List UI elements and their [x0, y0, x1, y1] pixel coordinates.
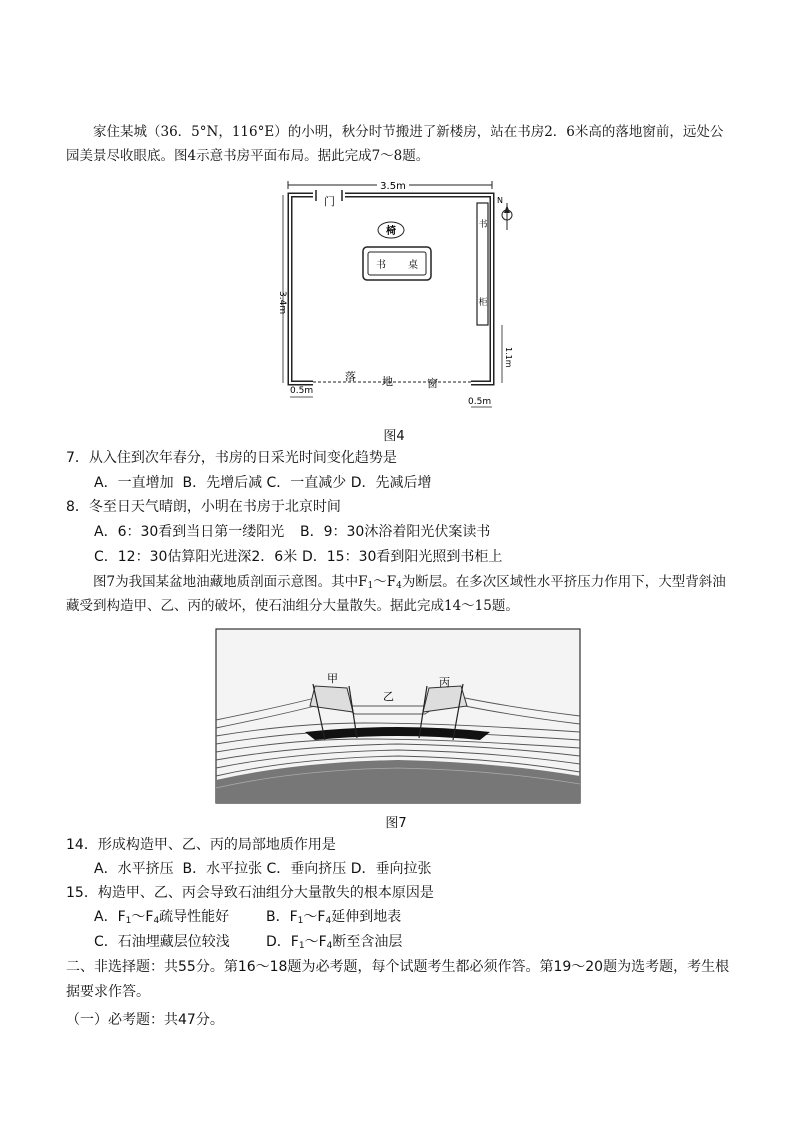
structure-yi-label: 乙	[383, 690, 394, 703]
window-label-3: 窗	[427, 377, 438, 390]
q15d-sub1: 1	[298, 941, 305, 951]
q15b-post: 延伸到地表	[331, 909, 402, 925]
q15d-mid: ～F	[304, 934, 327, 950]
q15-stem: 15．构造甲、乙、丙会导致石油组分大量散失的根本原因是	[66, 885, 434, 901]
side-label: 1.1m	[504, 347, 513, 368]
q7-options: A．一直增加 B．先增后减 C．一直减少 D．先减后增	[94, 475, 432, 491]
left-gap-label: 0.5m	[290, 386, 314, 396]
intro2-pre: 图7为我国某盆地油藏地质剖面示意图。其中F	[93, 574, 368, 590]
north-label: N	[497, 196, 503, 205]
q8-option-d: D．15：30看到阳光照到书柜上	[302, 549, 503, 565]
height-label: 3.4m	[277, 291, 287, 315]
q14-options: A．水平挤压 B．水平拉张 C．垂向挤压 D．垂向拉张	[94, 861, 432, 877]
q15d-post: 断至含油层	[332, 934, 403, 950]
q15-option-a	[94, 906, 229, 928]
structure-bing-label: 丙	[439, 676, 450, 689]
q15a-pre: A．F	[94, 909, 126, 925]
section-2a-heading: （一）必考题：共47分。	[66, 1012, 224, 1028]
q15b-sub4: 4	[325, 916, 332, 926]
chair-label: 椅	[386, 226, 396, 237]
intro2-post: 为断层。在多次区域性水平挤压力作用下，大型背斜油藏受到构造甲、乙、丙的破坏，使石油组分大量散失。据此完成14～15题。	[66, 574, 726, 614]
intro-paragraph-fig4: 家住某城（36．5°N，116°E）的小明，秋分时节搬进了新楼房，站在书房2．6米高的落地窗前，远处公园美景尽收眼底。图4示意书房平面布局。据此完成7～8题。	[66, 124, 724, 164]
q15-option-b	[266, 906, 401, 928]
intro2-sub1: 1	[367, 581, 374, 591]
right-gap-label: 0.5m	[468, 397, 492, 407]
q8-option-b: B．9：30沐浴着阳光伏案读书	[300, 524, 491, 540]
q14-stem: 14．形成构造甲、乙、丙的局部地质作用是	[66, 837, 336, 853]
q15b-pre: B．F	[266, 909, 298, 925]
intro2-mid: ～F	[373, 574, 397, 590]
q8-option-a: A．6：30看到当日第一缕阳光	[94, 524, 285, 540]
q15d-sub4: 4	[326, 941, 333, 951]
north-arrow-icon	[497, 196, 512, 230]
q15-option-d	[266, 931, 402, 953]
q15d-pre: D．F	[266, 934, 299, 950]
figure-4-caption: 图4	[383, 429, 405, 444]
figure-4-floor-plan	[277, 175, 520, 415]
q8-stem: 8．冬至日天气晴朗，小明在书房于北京时间	[66, 499, 341, 515]
q7-stem: 7．从入住到次年春分，书房的日采光时间变化趋势是	[66, 450, 397, 466]
window-label-1: 落	[345, 370, 356, 383]
door-label: 门	[324, 195, 335, 208]
q15-option-c: C．石油埋藏层位较浅	[94, 934, 230, 950]
figure-7-cross-section	[215, 628, 581, 804]
section-2-heading: 二、非选择题：共55分。第16～18题为必考题，每个试题考生都必须作答。第19～20题为选考题，考生根据要求作答。	[66, 959, 730, 1000]
q15a-post: 疏导性能好	[159, 909, 230, 925]
structure-jia-label: 甲	[327, 672, 338, 685]
figure-7-caption: 图7	[385, 816, 407, 831]
desk-label-2: 桌	[408, 260, 418, 271]
intro-paragraph-fig7	[66, 570, 730, 618]
width-label: 3.5m	[380, 181, 406, 192]
q15b-mid: ～F	[303, 909, 326, 925]
q15a-sub4: 4	[153, 916, 160, 926]
q8-option-c: C．12：30估算阳光进深2．6米	[94, 549, 298, 565]
cabinet-label-1: 书	[478, 220, 488, 230]
q15b-sub1: 1	[297, 916, 304, 926]
desk-label-1: 书	[376, 260, 386, 271]
cabinet-label-2: 柜	[478, 298, 488, 308]
window-label-2: 地	[382, 375, 393, 388]
intro2-sub4: 4	[396, 581, 402, 591]
q15a-sub1: 1	[125, 916, 132, 926]
q15a-mid: ～F	[131, 909, 154, 925]
